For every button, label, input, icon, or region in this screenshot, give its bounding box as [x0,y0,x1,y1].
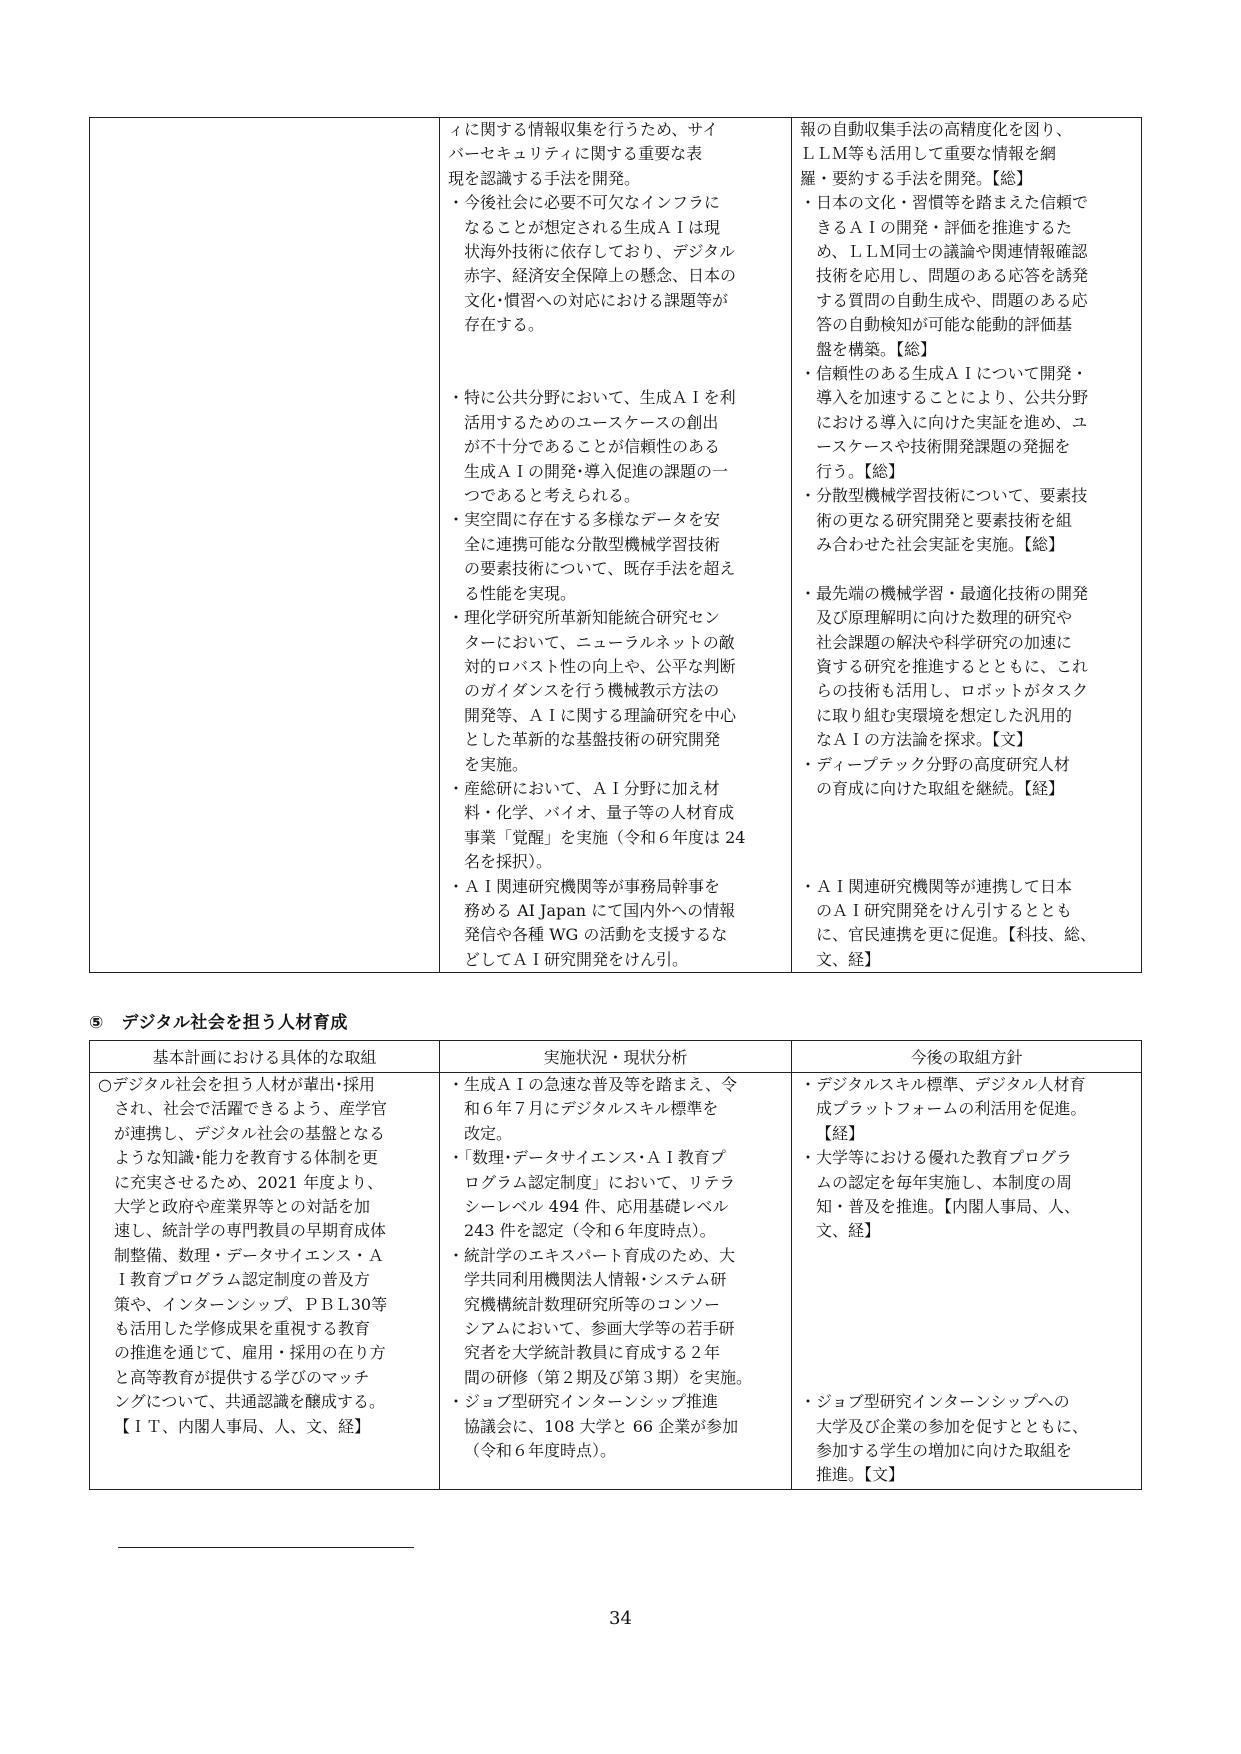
spacer [800,1244,1133,1268]
text-line: ・信頼性のある生成ＡＩについて開発・ [800,364,1088,384]
text-line: する質問の自動生成や、問題のある応 [816,290,1088,310]
text-line: 改定。 [464,1123,513,1143]
policy-table-continued [89,117,1142,973]
text-line: 導入を加速することにより、公共分野 [816,388,1089,408]
text-line: ースケースや技術開発課題の発掘を [816,437,1071,457]
spacer [800,1268,1133,1292]
text-line: ○デジタル社会を担う人材が輩出･採用 [98,1075,376,1094]
text-line: ような知識･能力を教育する体制を更 [114,1148,379,1168]
text-line: ・ＡＩ関連研究機関等が事務局幹事を [448,876,721,896]
list-item [448,508,783,606]
list-item [448,606,783,777]
text-line: が不十分であることが信頼性のある [464,437,721,457]
list-item [800,484,1133,557]
text-line: 大学及び企業の参加を促すとともに、 [816,1416,1089,1436]
text-line: 知・普及を推進。【内閣人事局、人、 [816,1197,1081,1217]
text-line: ムの認定を毎年実施し、本制度の周 [816,1172,1073,1192]
text-line: ・分散型機械学習技術について、要素技 [800,486,1088,506]
text-line: 術の更なる研究開発と要素技術を組 [816,510,1073,530]
text-line: 文、経】 [816,1221,881,1241]
text-line: の要素技術について、既存手法を超え [464,559,736,579]
text-line: 協議会に、108 大学と 66 企業が参加 [464,1416,739,1436]
header-plan: 基本計画における具体的な取組 [90,1041,440,1073]
list-item [98,1073,431,1439]
text-line: 盤を構築。【総】 [816,339,937,359]
text-line: 学共同利用機関法人情報･システム研 [464,1270,727,1290]
text-line: 速し、統計学の専門教員の早期育成体 [114,1221,387,1241]
text-line: 発信や各種 WG の活動を支援するな [464,925,728,945]
list-item [800,582,1133,753]
text-line: も活用した学修成果を重視する教育 [114,1319,371,1339]
list-item [448,386,783,508]
list-item [448,1073,783,1146]
list-item [800,362,1133,484]
plan-cell [90,1073,440,1490]
text-line: 存在する。 [464,315,545,335]
text-line: ・理化学研究所革新知能統合研究セン [448,608,721,628]
text-line: 現を認識する手法を開発。 [448,168,641,188]
text-line: Ｉ教育プログラム認定制度の普及方 [114,1270,370,1290]
text-line: され、社会で活躍できるよう、産学官 [114,1099,387,1119]
spacer [800,1293,1133,1317]
policy-table [89,1040,1142,1490]
page-number: 34 [609,1608,632,1629]
header-future-policy: 今後の取組方針 [792,1041,1142,1073]
text-line: ・実空間に存在する多様なデータを安 [448,510,721,530]
text-line: に充実させるため、2021 年度より、 [114,1172,384,1192]
table-row [90,1073,1142,1490]
text-line: に取り組む実環境を想定した汎用的 [816,705,1073,725]
text-line: ィに関する情報収集を行うため、サイ [448,120,719,139]
text-line: ターにおいて、ニューラルネットの敵 [464,632,735,652]
text-line: の育成に向けた取組を継続。【経】 [816,778,1065,798]
text-line: 策や、インターンシップ、ＰＢＬ30等 [114,1294,388,1314]
spacer [800,1317,1133,1341]
text-line: 究機構統計数理研究所等のコンソー [464,1294,721,1314]
list-item [800,1073,1133,1146]
text-line: のガイダンスを行う機械教示方法の [464,681,720,701]
spacer [800,557,1133,581]
text-line: 文化･慣習への対応における課題等が [464,290,729,310]
text-line: 究者を大学統計教員に育成する２年 [464,1343,721,1363]
list-item [448,118,783,191]
status-cell [440,118,792,973]
text-line: ・産総研において、ＡＩ分野に加え材 [448,778,720,798]
text-line: 務める AI Japan にて国内外への情報 [464,900,736,920]
future-policy-cell [792,1073,1142,1490]
list-item [448,1244,783,1390]
text-line: 間の研修（第２期及び第３期）を実施。 [464,1367,753,1387]
text-line: つであると考えられる。 [464,486,641,506]
text-line: ・ディープテック分野の高度研究人材 [800,754,1070,774]
future-policy-cell [792,118,1142,973]
text-line: ・ジョブ型研究インターンシップ推進 [448,1392,719,1412]
text-line: 【ＩＴ、内閣人事局、人、文、経】 [114,1416,371,1436]
list-item [448,1146,783,1244]
text-line: なＡＩの方法論を探求。【文】 [816,730,1033,750]
text-line: なることが想定される生成ＡＩは現 [464,217,721,237]
text-line: 参加する学生の増加に向けた取組を [816,1441,1073,1460]
text-line: らの技術も活用し、ロボットがタスク [816,681,1089,701]
text-line: ・ジョブ型研究インターンシップへの [800,1392,1070,1412]
list-item [800,1146,1133,1244]
text-line: ・特に公共分野において、生成ＡＩを利 [448,388,736,408]
text-line: み合わせた社会実証を実施。【総】 [816,534,1065,554]
text-line: 制整備、数理・データサイエンス・Ａ [114,1245,384,1265]
text-line: ・ＡＩ関連研究機関等が連携して日本 [800,876,1073,896]
text-line: バーセキュリティに関する重要な表 [448,144,703,164]
list-item [800,118,1133,191]
text-line: ＬＬＭ等も活用して重要な情報を網 [800,144,1057,164]
text-line: と高等教育が提供する学びのマッチ [114,1367,370,1387]
text-line: 【経】 [816,1123,865,1143]
text-line: どしてＡＩ研究開発をけん引。 [464,949,689,969]
text-line: 報の自動収集手法の高精度化を図り、 [800,120,1073,139]
text-line: 答の自動検知が可能な能動的評価基 [816,315,1073,335]
spacer [800,1341,1133,1365]
text-line: ・｢数理･データサイエンス･ＡＩ教育プ [448,1148,726,1168]
text-line: 243 件を認定（令和６年度時点）。 [464,1221,716,1241]
text-line: る性能を実現。 [464,583,577,603]
text-line: 和６年７月にデジタルスキル標準を [464,1099,719,1119]
text-line: 赤字、経済安全保障上の懸念、日本の [464,266,737,286]
table-header-row [90,1041,1142,1073]
text-line: が連携し、デジタル社会の基盤となる [114,1123,386,1143]
list-item [800,1390,1133,1488]
text-line: ログラム認定制度」において、リテラ [464,1172,736,1192]
spacer [800,826,1133,850]
text-line: シーレベル 494 件、応用基礎レベル [464,1197,729,1217]
text-line: ・生成ＡＩの急速な普及等を踏まえ、令 [448,1075,737,1094]
text-line: 活用するためのユースケースの創出 [464,412,719,432]
text-line: ・今後社会に必要不可欠なインフラに [448,193,721,213]
list-item [448,777,783,875]
text-line: 及び原理解明に向けた数理的研究や [816,608,1073,628]
text-line: ・日本の文化・習慣等を踏まえた信頼で [800,193,1089,213]
spacer [800,801,1133,825]
text-line: 行う。【総】 [816,461,905,481]
text-line: 成プラットフォームの利活用を促進。 [816,1099,1087,1119]
text-line: ングについて、共通認識を醸成する。 [114,1392,386,1412]
text-line: 対的ロバスト性の向上や、公平な判断 [464,656,736,676]
text-line: 大学と政府や産業界等との対話を加 [114,1197,371,1217]
text-line: の推進を通じて、雇用・採用の在り方 [114,1343,386,1363]
header-status: 実施状況・現状分析 [440,1041,792,1073]
text-line: 資する研究を推進するとともに、これ [816,656,1089,676]
text-line: （令和６年度時点）。 [464,1441,617,1461]
list-item [800,875,1133,973]
text-line: シアムにおいて、参画大学等の若手研 [464,1319,735,1339]
text-line: 開発等、ＡＩに関する理論研究を中心 [464,705,737,725]
spacer [448,362,783,386]
text-line: 名を採択）。 [464,852,553,872]
text-line: を実施。 [464,754,529,774]
text-line: 料・化学、バイオ、量子等の人材育成 [464,803,735,823]
spacer [800,850,1133,874]
plan-cell [90,118,440,973]
text-line: め、ＬＬＭ同士の議論や関連情報確認 [816,242,1088,262]
text-line: に、官民連携を更に促進。【科技、総、 [816,925,1097,945]
footnote-divider [118,1547,414,1548]
text-line: とした革新的な基盤技術の研究開発 [464,730,721,750]
text-line: 推進。【文】 [816,1465,905,1485]
text-line: ・大学等における優れた教育プログラ [800,1148,1073,1168]
text-line: きるＡＩの開発・評価を推進するた [816,217,1073,237]
spacer [448,338,783,362]
text-line: 状海外技術に依存しており、デジタル [464,242,736,262]
text-line: 全に連携可能な分散型機械学習技術 [464,534,721,554]
text-line: 技術を応用し、問題のある応答を誘発 [816,266,1089,286]
list-item [448,1390,783,1463]
section-title: ⑤ デジタル社会を担う人材育成 [89,1013,348,1033]
spacer [800,1366,1133,1390]
list-item [800,191,1133,362]
table-row [90,118,1142,973]
text-line: 羅・要約する手法を開発。【総】 [800,168,1033,188]
text-line: における導入に向けた実証を進め、ユ [816,412,1088,432]
list-item [448,875,783,973]
text-line: 生成ＡＩの開発･導入促進の課題の一 [464,461,729,481]
text-line: 文、経】 [816,949,881,969]
text-line: 社会課題の解決や科学研究の加速に [816,632,1073,652]
text-line: のＡＩ研究開発をけん引するととも [816,900,1073,920]
list-item [448,191,783,337]
list-item [800,753,1133,802]
text-line: ・デジタルスキル標準、デジタル人材育 [800,1075,1086,1094]
text-line: ・統計学のエキスパート育成のため、大 [448,1245,736,1265]
text-line: ・最先端の機械学習・最適化技術の開発 [800,583,1089,603]
status-cell [440,1073,792,1490]
text-line: 事業「覚醒」を実施（令和６年度は 24 [464,827,746,847]
